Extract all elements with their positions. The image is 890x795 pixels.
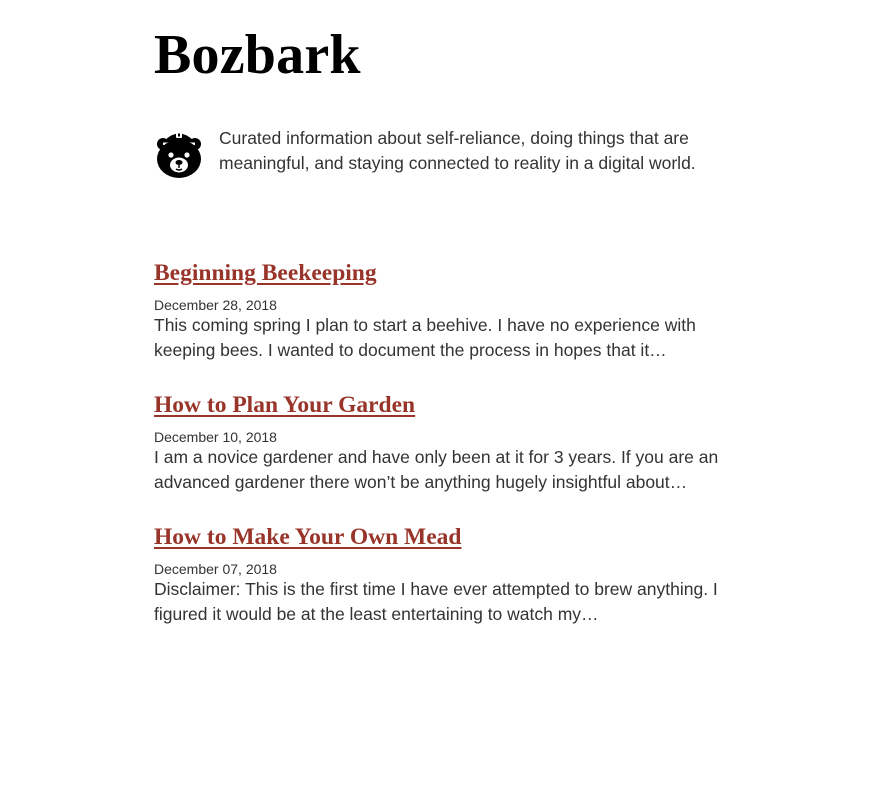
post-date: December 10, 2018 [154, 429, 277, 445]
post-item [154, 258, 754, 363]
post-excerpt: I am a novice gardener and have only been at it for 3 years. If you are an advanced gardener there won’t be anything hugely insightful about… [154, 447, 719, 492]
bear-police-avatar-icon [154, 124, 204, 180]
post-excerpt: This coming spring I plan to start a beehive. I have no experience with keeping bees. I wanted to document the process in hopes that it… [154, 315, 696, 360]
site-title[interactable]: Bozbark [154, 24, 361, 86]
site-description: Curated information about self-reliance, doing things that are meaningful, and staying connected to reality in a digital world. [219, 128, 696, 173]
post-title [154, 522, 754, 552]
post-excerpt: Disclaimer: This is the first time I have ever attempted to brew anything. I figured it would be at the least entertaining to watch my… [154, 579, 718, 624]
post-title [154, 258, 754, 288]
post-item [154, 390, 754, 495]
post-title-link[interactable]: How to Make Your Own Mead [154, 524, 462, 550]
bio [154, 122, 754, 180]
post-title-link[interactable]: Beginning Beekeeping [154, 260, 377, 286]
post-item [154, 522, 754, 627]
post-date: December 28, 2018 [154, 297, 277, 313]
post-date: December 07, 2018 [154, 561, 277, 577]
post-title-link[interactable]: How to Plan Your Garden [154, 392, 416, 418]
post-title [154, 390, 754, 420]
post-list [154, 258, 754, 654]
